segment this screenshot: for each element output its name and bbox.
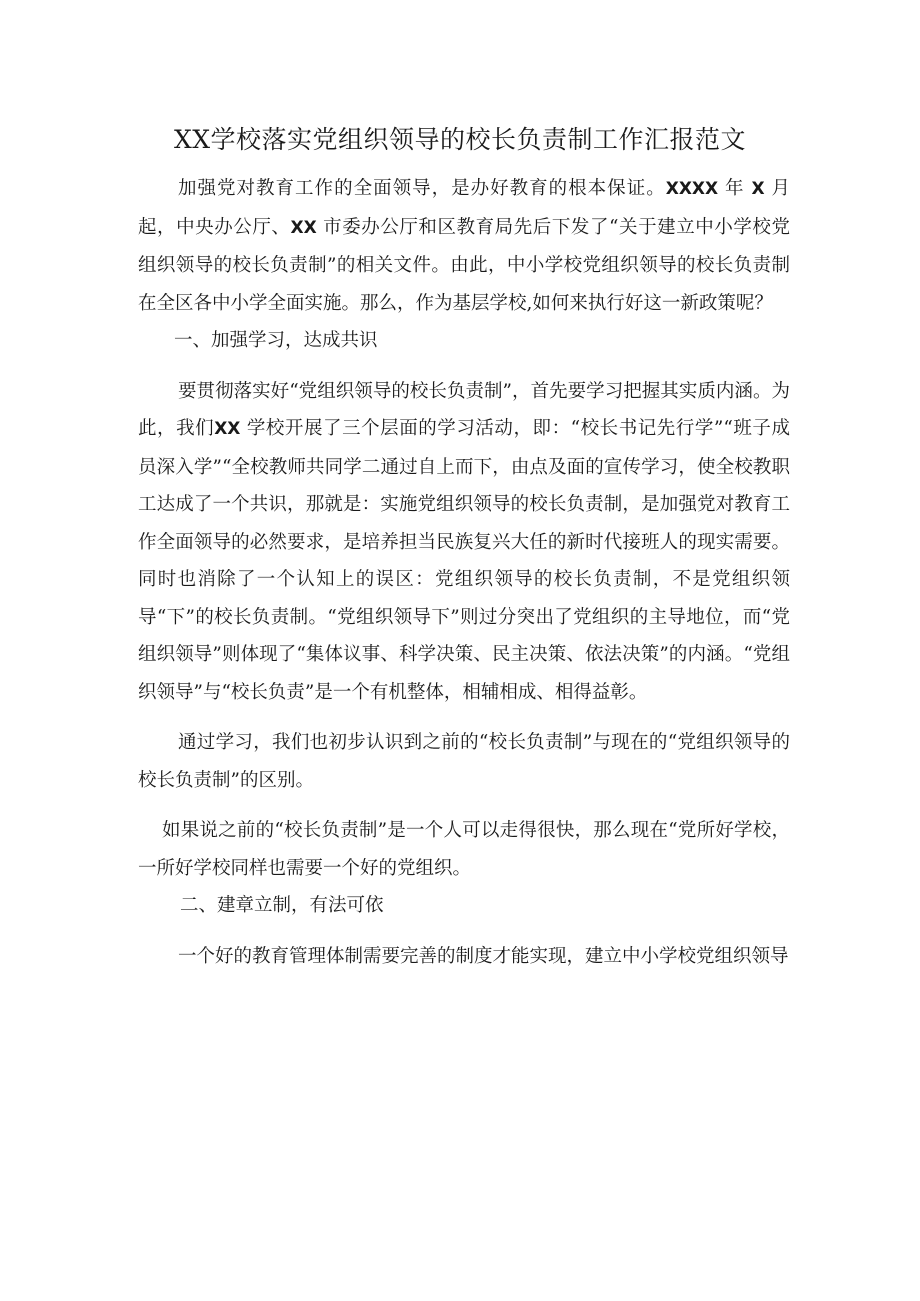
document-title: XX学校落实党组织领导的校长负责制工作汇报范文 (173, 125, 747, 154)
intro-text-4: 市委办公厅和区教育局先后下发了“关于建立中小学校党组织领导的校长负责制”的相关文件。由此，中小学校党组织领导的校长负责制在全区各中小学全面实施。那么，作为基层学校,如何来执行好这一新政策呢？ (138, 216, 790, 314)
intro-text-3: 月起，中央办公厅、 (138, 178, 790, 238)
intro-year-placeholder: XXXX (665, 179, 719, 199)
section1-paragraph-2: 通过学习，我们也初步认识到之前的“校长负责制”与现在的“党组织领导的校长负责制”的区别。 (138, 732, 790, 791)
section2-paragraph-1: 一个好的教育管理体制需要完善的制度才能实现，建立中小学校党组织领导 (178, 945, 789, 967)
intro-paragraph (138, 170, 790, 322)
document-body (138, 170, 790, 975)
section1-text-2: 学校开展了三个层面的学习活动，即：“校长书记先行学”“班子成员深入学”“全校教师共同学二通过自上而下，由点及面的宣传学习，使全校教职工达成了一个共识，那就是：实施党组织领导的校长负责制，是加强党对教育工作全面领导的必然要求，是培养担当民族复兴大任的新时代接班人的现实需要。同时也消除了一个认知上的误区：党组织领导的校长负责制，不是党组织领导“下”的校长负责制。“党组织领导下”则过分突出了党组织的主导地位，而“党组织领导”则体现了“集体议事、科学决策、民主决策、依法决策”的内涵。“党组织领导”与“校长负责”是一个有机整体，相辅相成、相得益彰。 (138, 418, 790, 703)
intro-city-placeholder: XX (290, 217, 317, 238)
intro-text-2: 年 (725, 178, 745, 199)
intro-text-1: 加强党对教育工作的全面领导，是办好教育的根本保证。 (178, 178, 666, 199)
section2-heading: 二、建章立制，有法可依 (180, 895, 384, 916)
section1-heading: 一、加强学习，达成共识 (174, 330, 378, 351)
section1-school-placeholder: XX (214, 419, 241, 439)
section1-paragraph-1 (138, 373, 790, 712)
section1-paragraph-3: 如果说之前的“校长负责制”是一个人可以走得很快，那么现在“党所好学校，一所好学校同样也需要一个好的党组织。 (138, 820, 790, 879)
section1-text-1: 要贯彻落实好“党组织领导的校长负责制”，首先要学习把握其实质内涵。为此，我们 (138, 380, 790, 439)
intro-month-placeholder: X (751, 179, 765, 199)
